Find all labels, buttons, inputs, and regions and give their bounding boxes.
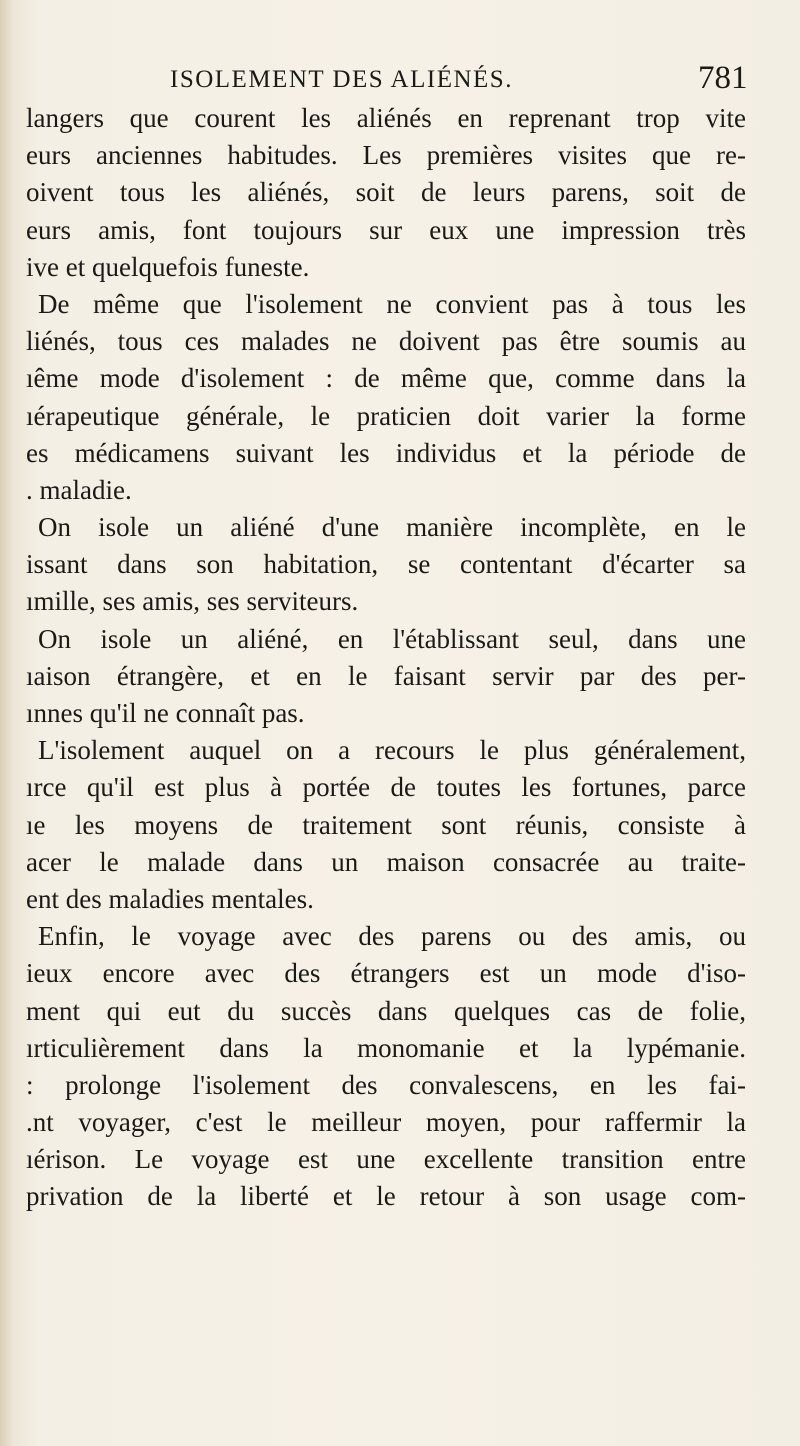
text-line: eurs amis, font toujours sur eux une impression très: [26, 214, 746, 245]
text-line: ıérison. Le voyage est une excellente transition entre: [26, 1144, 746, 1175]
text-line: Enfin, le voyage avec des parens ou des amis, ou: [38, 921, 746, 952]
page-number: 781: [698, 60, 748, 96]
text-line: ımille, ses amis, ses serviteurs.: [26, 586, 359, 617]
running-title: ISOLEMENT DES ALIÉNÉS.: [170, 66, 513, 93]
text-line: ırce qu'il est plus à portée de toutes les fortunes, parce: [26, 772, 746, 803]
text-line: oivent tous les aliénés, soit de leurs parens, soit de: [26, 177, 746, 208]
text-line: acer le malade dans un maison consacrée au traite-: [26, 846, 746, 877]
text-line: On isole un aliéné, en l'établissant seul, dans une: [38, 623, 746, 654]
text-line: ment qui eut du succès dans quelques cas de folie,: [26, 995, 746, 1026]
text-line: ieux encore avec des étrangers est un mode d'iso-: [26, 958, 746, 989]
text-line: ırticulièrement dans la monomanie et la lypémanie.: [26, 1032, 746, 1063]
text-line: ıe les moyens de traitement sont réunis, consiste à: [26, 809, 746, 840]
text-line: ıême mode d'isolement : de même que, comme dans la: [26, 363, 746, 394]
text-line: ıérapeutique générale, le praticien doit varier la forme: [26, 400, 746, 431]
text-line: On isole un aliéné d'une manière incomplète, en le: [38, 512, 746, 543]
text-line: eurs anciennes habitudes. Les premières visites que re-: [26, 140, 746, 171]
text-line: ıaison étrangère, et en le faisant servir par des per-: [26, 660, 746, 691]
text-line: issant dans son habitation, se contentant d'écarter sa: [26, 549, 746, 580]
text-line: ınnes qu'il ne connaît pas.: [26, 698, 305, 728]
text-line: De même que l'isolement ne convient pas à tous les: [38, 288, 746, 319]
page-binding-edge: [0, 0, 14, 1446]
text-line: : prolonge l'isolement des convalescens, en les fai-: [26, 1069, 746, 1100]
text-line: liénés, tous ces malades ne doivent pas être soumis au: [26, 326, 746, 357]
text-line: ive et quelquefois funeste.: [26, 251, 310, 282]
text-line: privation de la liberté et le retour à son usage com-: [26, 1181, 746, 1212]
text-line: ent des maladies mentales.: [26, 883, 314, 914]
page-header: [170, 58, 770, 98]
text-line: L'isolement auquel on a recours le plus généralement,: [38, 735, 746, 766]
body-text: [26, 100, 746, 1216]
text-line: langers que courent les aliénés en reprenant trop vite: [26, 103, 746, 133]
text-line: .nt voyager, c'est le meilleur moyen, pour raffermir la: [26, 1107, 746, 1138]
text-line: es médicamens suivant les individus et la période de: [26, 437, 746, 468]
text-line: . maladie.: [26, 474, 132, 505]
